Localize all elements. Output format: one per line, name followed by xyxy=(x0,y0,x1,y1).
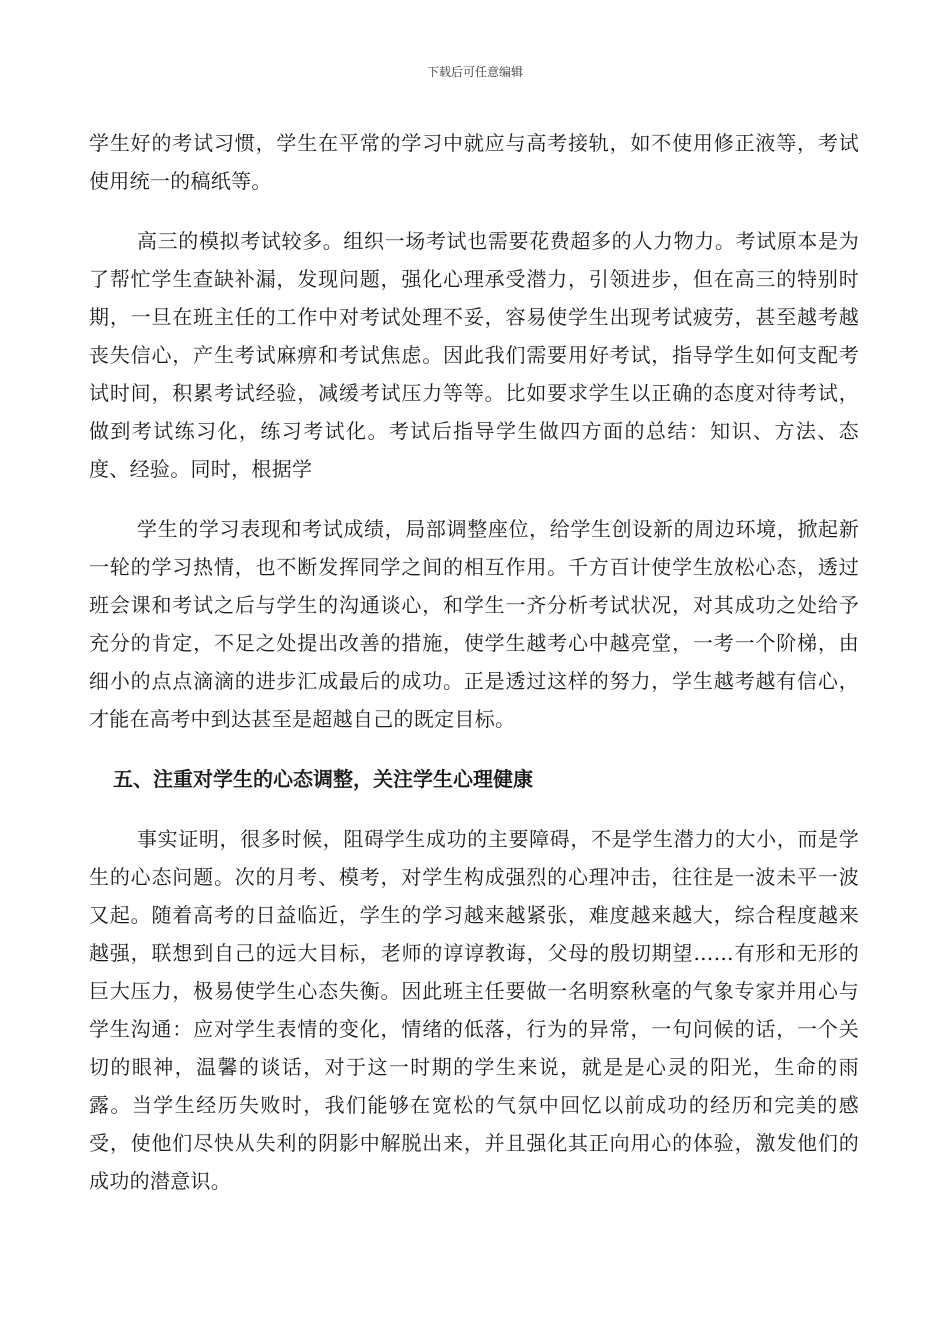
paragraph-3: 学生的学习表现和考试成绩，局部调整座位，给学生创设新的周边环境，掀起新一轮的学习热情，也不断发挥同学之间的相互作用。千方百计使学生放松心态，透过班会课和考试之后与学生的沟通谈心，和学生一齐分析考试状况，对其成功之处给予充分的肯定，不足之处提出改善的措施，使学生越考心中越亮堂，一考一个阶梯，由细小的点点滴滴的进步汇成最后的成功。正是透过这样的努力，学生越考越有信心，才能在高考中到达甚至是超越自己的既定目标。 xyxy=(89,517,859,731)
paragraph-2: 高三的模拟考试较多。组织一场考试也需要花费超多的人力物力。考试原本是为了帮忙学生查缺补漏，发现问题，强化心理承受潜力，引领进步，但在高三的特别时期，一旦在班主任的工作中对考试处理不妥，容易使学生出现考试疲劳，甚至越考越丧失信心，产生考试麻痹和考试焦虑。因此我们需要用好考试，指导学生如何支配考试时间，积累考试经验，减缓考试压力等等。比如要求学生以正确的态度对待考试，做到考试练习化，练习考试化。考试后指导学生做四方面的总结：知识、方法、态度、经验。同时，根据学 xyxy=(89,229,859,481)
paragraph-gap xyxy=(89,488,859,510)
paragraph-gap xyxy=(89,738,859,760)
paragraph-4: 事实证明，很多时候，阻碍学生成功的主要障碍，不是学生潜力的大小，而是学生的心态问题。次的月考、模考，对学生构成强烈的心理冲击，往往是一波未平一波又起。随着高考的日益临近，学生的学习越来越紧张，难度越来越大，综合程度越来越强，联想到自己的远大目标，老师的谆谆教诲，父母的殷切期望……有形和无形的巨大压力，极易使学生心态失衡。因此班主任要做一名明察秋毫的气象专家并用心与学生沟通：应对学生表情的变化，情绪的低落，行为的异常，一句问候的话，一个关切的眼神，温馨的谈话，对于这一时期的学生来说，就是是心灵的阳光，生命的雨露。当学生经历失败时，我们能够在宽松的气氛中回忆以前成功的经历和完美的感受，使他们尽快从失利的阴影中解脱出来，并且强化其正向用心的体验，激发他们的成功的潜意识。 xyxy=(89,827,859,1193)
section-heading-5: 五、注重对学生的心态调整，关注学生心理健康 xyxy=(113,767,533,791)
paragraph-gap xyxy=(89,200,859,222)
page-header: 下载后可任意编辑 xyxy=(426,65,523,79)
paragraph-1: 学生好的考试习惯，学生在平常的学习中就应与高考接轨，如不使用修正液等，考试使用统一的稿纸等。 xyxy=(89,131,859,193)
paragraph-gap xyxy=(89,798,859,820)
document-body xyxy=(89,124,859,1200)
